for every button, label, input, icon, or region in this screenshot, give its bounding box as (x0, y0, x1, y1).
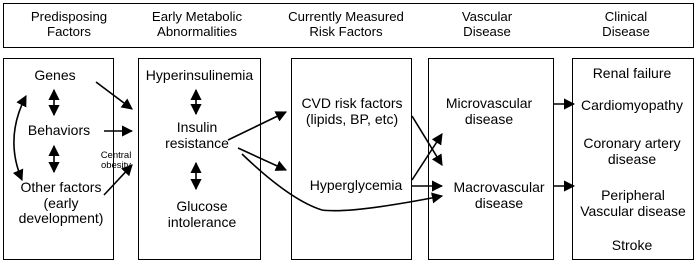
cvd-risk-factors-label: CVD risk factors (lipids, BP, etc) (301, 95, 403, 127)
behaviors-label: Behaviors (27, 122, 91, 138)
header-vascular-disease: Vascular Disease (461, 9, 513, 39)
other-to-metabolic-arrow (104, 165, 132, 195)
macrovascular-disease-label: Macrovascular disease (453, 179, 545, 211)
stroke-label: Stroke (611, 237, 653, 253)
genes-label: Genes (34, 67, 76, 83)
insulin-to-cvd-arrow (228, 112, 286, 140)
hyperglycemia-label: Hyperglycemia (309, 177, 403, 193)
header-early-metabolic-abnormalities: Early Metabolic Abnormalities (151, 9, 243, 39)
insulin-to-macrovascular-curved-arrow (242, 154, 442, 211)
insulin-resistance-label: Insulin resistance (165, 119, 229, 151)
central-obesity-label: Central obesity (100, 150, 132, 172)
header-predisposing-factors: Predisposing Factors (30, 9, 108, 39)
genes-to-metabolic-arrow (96, 82, 132, 109)
microvascular-disease-label: Microvascular disease (445, 95, 533, 127)
insulin-to-hyperglycemia-arrow (238, 148, 286, 170)
coronary-artery-disease-label: Coronary artery disease (583, 135, 681, 167)
peripheral-vascular-disease-label: Peripheral Vascular disease (580, 187, 686, 219)
genes-other-curved-arrow (14, 96, 26, 180)
header-clinical-disease: Clinical Disease (602, 9, 650, 39)
header-currently-measured-risk-factors: Currently Measured Risk Factors (288, 9, 404, 39)
hyperinsulinemia-label: Hyperinsulinemia (145, 67, 254, 83)
cardiomyopathy-label: Cardiomyopathy (581, 97, 683, 113)
glucose-intolerance-label: Glucose intolerance (167, 198, 237, 230)
renal-failure-label: Renal failure (592, 65, 672, 81)
other-factors-label: Other factors (early development) (18, 179, 104, 227)
